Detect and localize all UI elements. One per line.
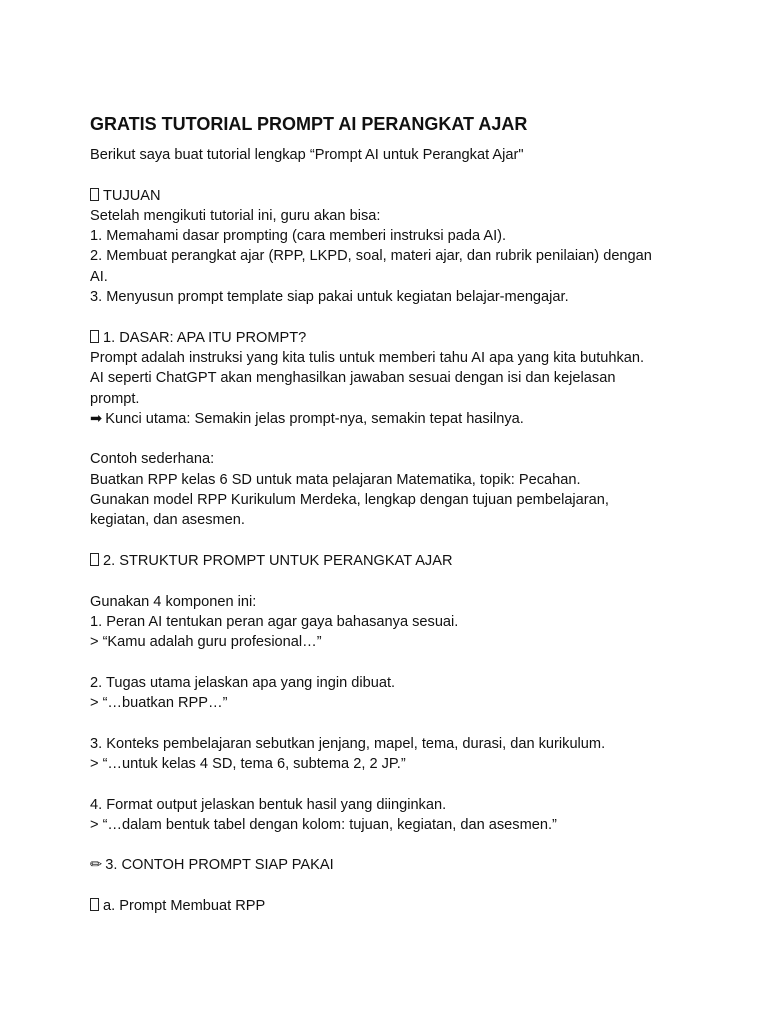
tujuan-lead: Setelah mengikuti tutorial ini, guru akan bisa: [90, 207, 381, 224]
example-line-2: Gunakan model RPP Kurikulum Merdeka, lengkap dengan tujuan pembelajaran, [90, 492, 609, 509]
blank-line [90, 571, 690, 591]
missing-glyph-icon [90, 553, 99, 566]
tujuan-item-1: 1. Memahami dasar prompting (cara memberi instruksi pada AI). [90, 228, 507, 245]
struktur-component-2: 2. Tugas utama jelaskan apa yang ingin dibuat. [90, 674, 396, 691]
blank-line [90, 774, 690, 794]
section-struktur-heading [90, 551, 690, 571]
struktur-component-2-quote: > “…buatkan RPP…” [90, 695, 228, 712]
section-tujuan-heading [90, 186, 690, 206]
key-point [90, 409, 690, 429]
dasar-paragraph-3: prompt. [90, 390, 140, 407]
dasar-paragraph-2: AI seperti ChatGPT akan menghasilkan jawaban sesuai dengan isi dan kejelasan [90, 370, 616, 387]
key-point-text: Kunci utama: Semakin jelas prompt-nya, semakin tepat hasilnya. [105, 410, 524, 427]
document-page [90, 112, 690, 916]
missing-glyph-icon [90, 330, 99, 343]
struktur-component-1: 1. Peran AI tentukan peran agar gaya bahasanya sesuai. [90, 613, 459, 630]
struktur-component-3-quote: > “…untuk kelas 4 SD, tema 6, subtema 2, 2 JP.” [90, 755, 406, 772]
tujuan-item-2-cont: AI. [90, 268, 108, 285]
intro-text: Berikut saya buat tutorial lengkap “Prompt AI untuk Perangkat Ajar" [90, 147, 524, 163]
pencil-icon: ✏ [90, 857, 103, 874]
struktur-component-4: 4. Format output jelaskan bentuk hasil yang diinginkan. [90, 796, 447, 813]
missing-glyph-icon [90, 188, 99, 201]
document-title: GRATIS TUTORIAL PROMPT AI PERANGKAT AJAR [90, 114, 528, 134]
contoh-subheading-a-text: a. Prompt Membuat RPP [103, 897, 266, 914]
missing-glyph-icon [90, 898, 99, 911]
blank-line [90, 835, 690, 855]
blank-line [90, 429, 690, 449]
tujuan-heading-text: TUJUAN [103, 187, 161, 204]
blank-line [90, 713, 690, 733]
dasar-heading-text: 1. DASAR: APA ITU PROMPT? [103, 329, 307, 346]
contoh-subheading-a [90, 896, 690, 916]
blank-line [90, 307, 690, 327]
example-line-3: kegiatan, dan asesmen. [90, 512, 245, 529]
contoh-heading-text: 3. CONTOH PROMPT SIAP PAKAI [105, 857, 334, 874]
struktur-heading-text: 2. STRUKTUR PROMPT UNTUK PERANGKAT AJAR [103, 552, 453, 569]
tujuan-item-3: 3. Menyusun prompt template siap pakai untuk kegiatan belajar-mengajar. [90, 289, 569, 306]
blank-line [90, 531, 690, 551]
struktur-component-1-quote: > “Kamu adalah guru profesional…” [90, 634, 322, 651]
blank-line [90, 652, 690, 672]
blank-line [90, 165, 690, 185]
right-arrow-icon: ➡ [90, 410, 103, 427]
section-contoh-heading [90, 855, 690, 875]
tujuan-item-2: 2. Membuat perangkat ajar (RPP, LKPD, soal, materi ajar, dan rubrik penilaian) dengan [90, 248, 652, 265]
dasar-paragraph-1: Prompt adalah instruksi yang kita tulis untuk memberi tahu AI apa yang kita butuhkan. [90, 349, 645, 366]
section-dasar-heading [90, 328, 690, 348]
struktur-component-4-quote: > “…dalam bentuk tabel dengan kolom: tujuan, kegiatan, dan asesmen.” [90, 816, 557, 833]
struktur-component-3: 3. Konteks pembelajaran sebutkan jenjang, mapel, tema, durasi, dan kurikulum. [90, 735, 606, 752]
example-line-1: Buatkan RPP kelas 6 SD untuk mata pelajaran Matematika, topik: Pecahan. [90, 471, 581, 488]
example-label: Contoh sederhana: [90, 451, 215, 468]
struktur-lead: Gunakan 4 komponen ini: [90, 593, 257, 610]
blank-line [90, 876, 690, 896]
